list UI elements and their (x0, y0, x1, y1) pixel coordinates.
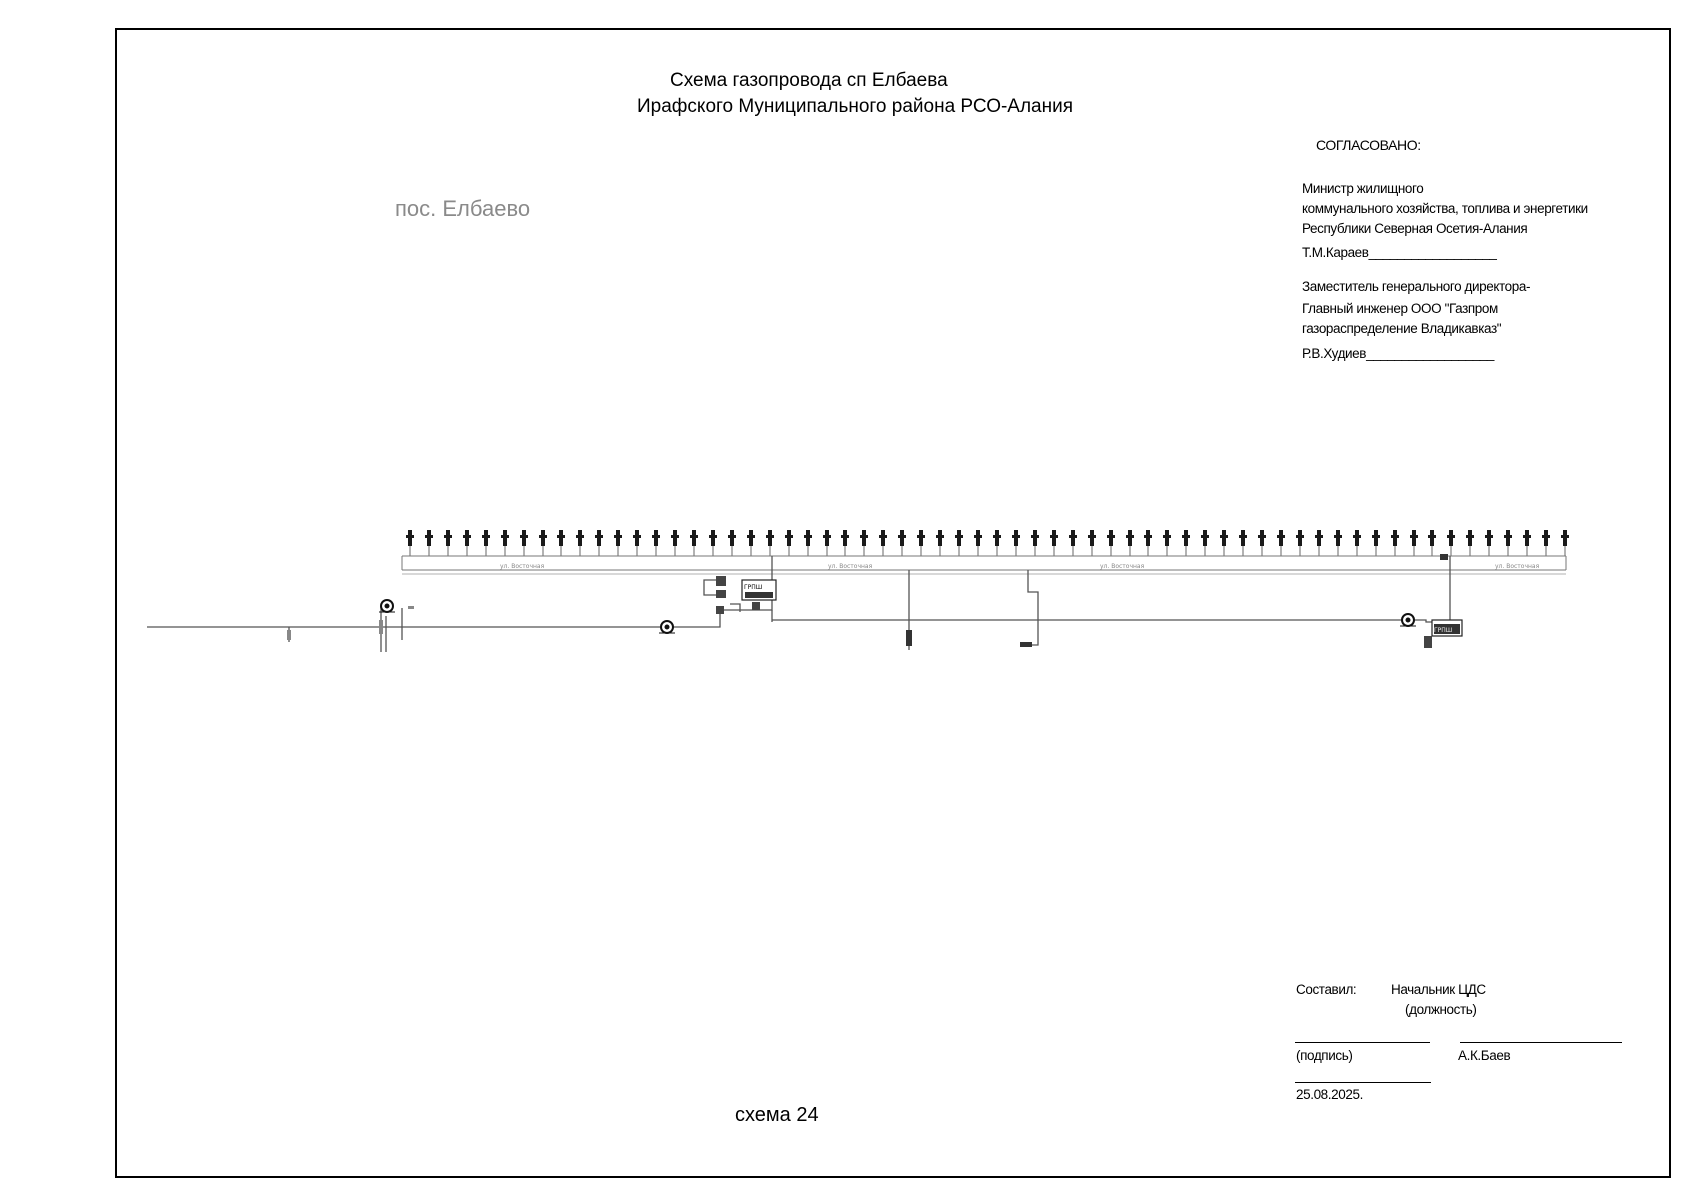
house-connection (860, 530, 868, 556)
house-connection (804, 530, 812, 556)
house-connection (1485, 530, 1493, 556)
house-connection (898, 530, 906, 556)
house-connection (463, 530, 471, 556)
house-connection (482, 530, 490, 556)
settlement-label: пос. Елбаево (395, 196, 531, 221)
house-connection (1126, 530, 1134, 556)
street (402, 556, 1566, 574)
signer1-position-line2: коммунального хозяйства, топлива и энергетики (1302, 201, 1588, 216)
signer1-position-line3: Республики Северная Осетия-Алания (1302, 221, 1528, 236)
house-connection (1050, 530, 1058, 556)
house-connection (652, 530, 660, 556)
house-connection (1428, 530, 1436, 556)
street-label: ул. Восточная (828, 563, 873, 570)
house-connection (917, 530, 925, 556)
house-connection (993, 530, 1001, 556)
house-connection (1391, 530, 1399, 556)
house-connection (709, 530, 717, 556)
street-label: ул. Восточная (1495, 563, 1540, 570)
house-connection (879, 530, 887, 556)
compile-date: 25.08.2025. (1296, 1087, 1363, 1102)
house-connection (766, 530, 774, 556)
house-connection (1372, 530, 1380, 556)
house-connection (1201, 530, 1209, 556)
house-connection (1353, 530, 1361, 556)
gas-control-station-east (1424, 554, 1462, 648)
house-connection (1220, 530, 1228, 556)
house-connection (747, 530, 755, 556)
compiler-name: А.К.Баев (1458, 1048, 1511, 1063)
house-connection (1258, 530, 1266, 556)
valve-icon (1400, 614, 1416, 626)
signer2-position-line3: газораспределение Владикавказ" (1302, 321, 1502, 336)
street-label: ул. Восточная (500, 563, 545, 570)
house-connection (841, 530, 849, 556)
house-connection (501, 530, 509, 556)
compiler-position: Начальник ЦДС (1391, 982, 1486, 997)
house-connection (823, 530, 831, 556)
house-connection (728, 530, 736, 556)
position-caption: (должность) (1405, 1002, 1477, 1017)
house-connection (1088, 530, 1096, 556)
house-connection (1163, 530, 1171, 556)
house-connection (406, 530, 414, 556)
house-connection (1182, 530, 1190, 556)
scheme-title-line1: Схема газопровода сп Елбаева (670, 70, 948, 91)
house-connection (1069, 530, 1077, 556)
house-connection (1012, 530, 1020, 556)
signer1-position-line1: Министр жилищного (1302, 181, 1424, 196)
scheme-title-line2: Ирафского Муниципального района РСО-Алания (637, 96, 1074, 117)
house-connection (671, 530, 679, 556)
house-connection (520, 530, 528, 556)
house-connection (614, 530, 622, 556)
station-label: ГРПШ (744, 584, 763, 591)
house-connection (633, 530, 641, 556)
approval-heading: СОГЛАСОВАНО: (1316, 137, 1421, 153)
house-connection (955, 530, 963, 556)
house-connection (1144, 530, 1152, 556)
house-connection (444, 530, 452, 556)
gas-control-station-west (716, 576, 776, 614)
station-label: ГРПШ (1434, 627, 1453, 634)
house-connection (1466, 530, 1474, 556)
compiled-label: Составил: (1296, 982, 1357, 997)
house-connection (690, 530, 698, 556)
signer2-name: Р.В.Худиев__________________ (1302, 346, 1495, 361)
house-connection (1334, 530, 1342, 556)
house-connection (576, 530, 584, 556)
valve-icon (659, 621, 675, 633)
signature-caption: (подпись) (1296, 1048, 1353, 1063)
house-connection (1523, 530, 1531, 556)
house-connection (974, 530, 982, 556)
house-connection (1315, 530, 1323, 556)
street-labels (500, 563, 1540, 570)
scheme-number-label: схема 24 (735, 1104, 819, 1126)
house-connection (785, 530, 793, 556)
house-connection (1447, 530, 1455, 556)
street-label: ул. Восточная (1100, 563, 1145, 570)
house-connection (1239, 530, 1247, 556)
house-connection (1504, 530, 1512, 556)
house-connection (425, 530, 433, 556)
signer2-position-line1: Заместитель генерального директора- (1302, 279, 1531, 294)
house-connection (1296, 530, 1304, 556)
house-connection (557, 530, 565, 556)
house-connection (595, 530, 603, 556)
house-connection (936, 530, 944, 556)
house-connection (1410, 530, 1418, 556)
house-connection (1031, 530, 1039, 556)
house-connection (1107, 530, 1115, 556)
signer1-name: Т.М.Караев__________________ (1302, 245, 1497, 260)
house-row (406, 530, 1569, 556)
house-connection (1277, 530, 1285, 556)
house-connection (1561, 530, 1569, 556)
house-connection (539, 530, 547, 556)
house-connection (1542, 530, 1550, 556)
signer2-position-line2: Главный инженер ООО "Газпром (1302, 301, 1498, 316)
